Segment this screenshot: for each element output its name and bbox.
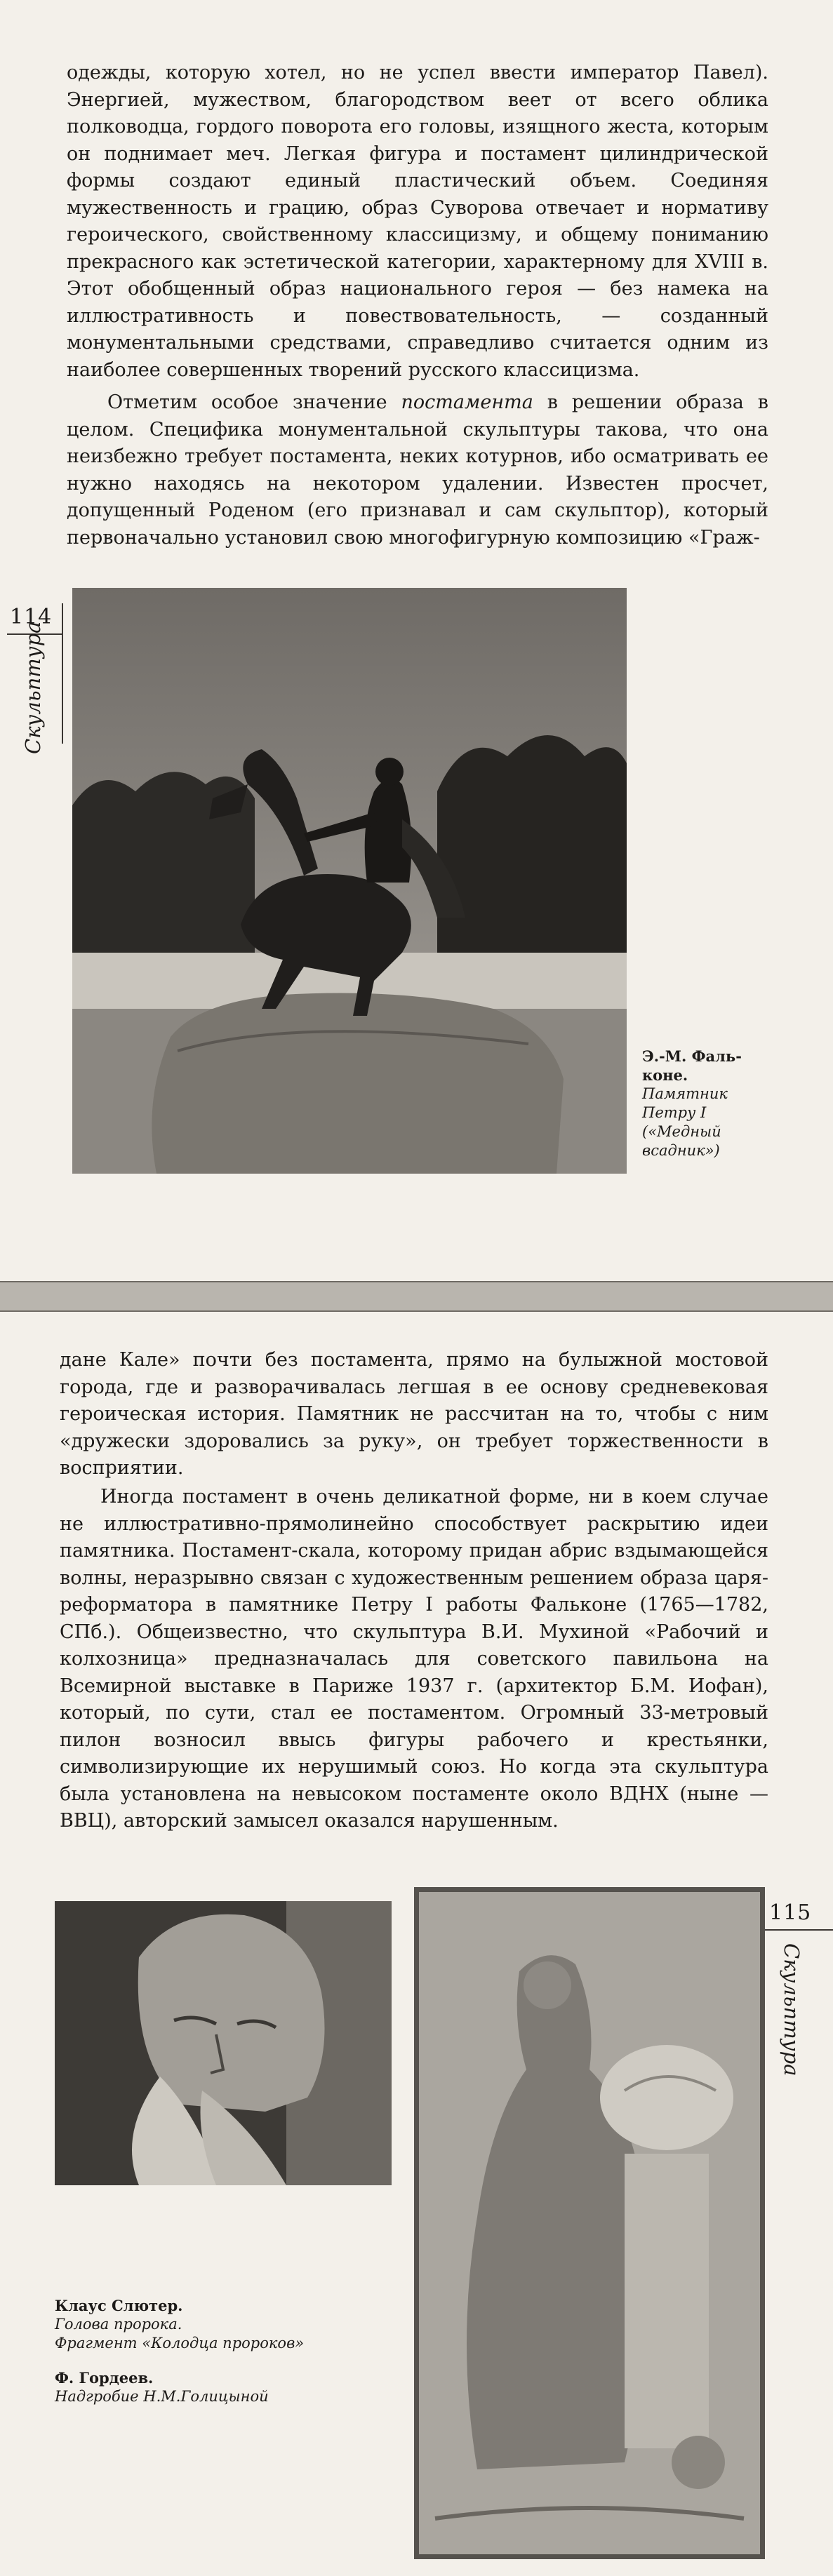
caption-work-title: Голова пророка. <box>55 2316 182 2333</box>
page-number: 114 <box>10 605 53 629</box>
running-section-title: Скульптура <box>780 1943 804 2077</box>
photo-bronze-horseman <box>72 588 627 1174</box>
caption-author: Клаус Слютер. <box>55 2297 183 2314</box>
emphasis-pedestal: постамента <box>401 391 533 413</box>
section-margin-rule <box>62 603 63 744</box>
photo-head-of-prophet <box>55 1901 392 2185</box>
page-gap <box>0 1282 833 1310</box>
paragraph-text-lead: Отметим особое значение <box>107 391 401 413</box>
book-page-115 <box>0 1310 833 2576</box>
page-number: 115 <box>769 1900 812 1925</box>
running-section-title: Скульптура <box>21 621 45 754</box>
caption-work-title: Памятник Петру I («Медный всадник») <box>642 1085 728 1159</box>
caption-author: Э.-М. Фаль-кoне. <box>642 1047 742 1084</box>
paragraph-suvorov-monument: одежды, которую хотел, но не успел ввести император Павел). Энергией, мужеством, благородством веет от всего облика полководца, гордого поворота его головы, изящного жеста, которым он поднимает меч. Легкая фигура и постамент цилиндрической формы создают единый пластический объем. Соединяя мужественность и грацию, образ Суворова отвечает и нормативу героического, свойственному классицизму, и общему пониманию прекрасного как эстетической категории, характерному для XVIII в. Этот обобщенный образ национального героя — без намека на иллюстративность и повествовательность, — созданный монументальными средствами, справедливо считается одним из наиболее совершенных творений русского классицизма. <box>67 62 768 381</box>
photo-caption-gordeev <box>55 2368 406 2406</box>
paragraph-text-rest: в решении образа в целом. Специфика монументальной скульптуры такова, что она неизбежно требует постамента, неких котурнов, ибо осматривать ее нужно находясь на некотором удалении. Известен просчет, допущенный Роденом (его признавал и сам скульптор), который первоначально установил свою многофигурную композицию «Граж- <box>67 391 768 549</box>
caption-author: Ф. Гордеев. <box>55 2369 154 2387</box>
book-page-114 <box>0 0 833 1282</box>
paragraph-delicate-pedestal: Иногда постамент в очень деликатной форме, ни в коем случае не иллюстративно-прямолинейно способствует раскрытию идеи памятника. Постамент-скала, которому придан абрис вздымающейся волны, неразрывно связан с художественным решением образа царя-реформатора в памятнике Петру I работы Фальконе (1765—1782, СПб.). Общеизвестно, что скульптура В.И. Мухиной «Рабочий и колхозница» предназначалась для советского павильона на Всемирной выставке в Париже 1937 г. (архитектор Б.М. Иофан), который, по сути, стал ее постаментом. Огромный 33-метровый пилон возносил ввысь фигуры рабочего и крестьянки, символизирующие их нерушимый союз. Но когда эта скульптура была установлена на невысоком постаменте около ВДНХ (ныне — ВВЦ), авторский замысел оказался нарушенным. <box>60 1486 768 1832</box>
head-of-prophet-image <box>55 1901 392 2185</box>
paragraph-pedestal-significance <box>67 389 768 551</box>
photo-caption-falconet <box>642 1047 754 1160</box>
photo-caption-sluter <box>55 2296 406 2353</box>
bronze-horseman-image <box>72 588 627 1174</box>
page-number-rule <box>765 1929 833 1931</box>
caption-work-subtitle: Фрагмент «Колодца пророков» <box>55 2335 305 2352</box>
photo-golitsyna-tombstone <box>414 1887 765 2559</box>
golitsyna-tombstone-image <box>414 1887 765 2559</box>
paragraph-calais-burghers: дане Кале» почти без постамента, прямо на булыжной мостовой города, где и разворачивалась легшая в ее основу средневековая героическая история. Памятник не рассчитан на то, чтобы с ним «дружески здоровались за руку», он требует торжественности в восприятии. <box>60 1349 768 1479</box>
caption-work-title: Надгробие Н.М.Голицыной <box>55 2388 269 2405</box>
